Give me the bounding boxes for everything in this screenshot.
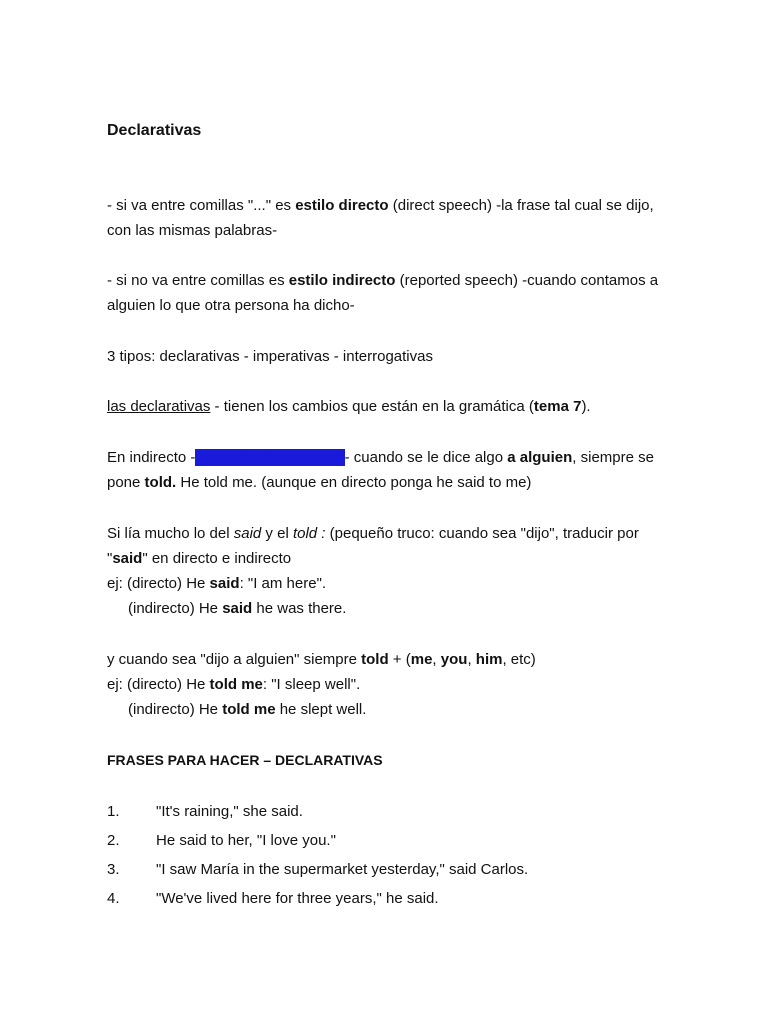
text: y cuando sea "dijo a alguien" siempre bbox=[107, 651, 362, 668]
text: : "I am here". bbox=[239, 575, 327, 592]
italic-text: told : bbox=[292, 525, 326, 542]
underlined-text: las declarativas bbox=[107, 398, 211, 415]
text: y el bbox=[261, 525, 293, 542]
list-number: 1. bbox=[107, 803, 120, 820]
paragraph-types: 3 tipos: declarativas - imperativas - interrogativas bbox=[107, 348, 433, 365]
text: : "I sleep well". bbox=[262, 676, 361, 693]
paragraph-told-examples bbox=[107, 647, 536, 722]
list-item bbox=[107, 799, 528, 828]
text-line bbox=[107, 697, 536, 722]
text: En indirecto - bbox=[107, 449, 196, 466]
text: ej: (directo) He bbox=[107, 676, 210, 693]
list-item bbox=[107, 828, 528, 857]
text: , bbox=[432, 651, 441, 668]
list-text: "We've lived here for three years," he said. bbox=[156, 890, 439, 907]
bold-text: told. bbox=[144, 474, 177, 491]
text-line bbox=[107, 521, 639, 546]
list-number: 2. bbox=[107, 832, 120, 849]
text-line bbox=[107, 571, 639, 596]
list-number: 3. bbox=[107, 861, 120, 878]
text: , siempre se bbox=[572, 449, 654, 466]
bold-text: a alguien bbox=[507, 449, 573, 466]
bold-text: told bbox=[361, 651, 389, 668]
list-item bbox=[107, 857, 528, 886]
bold-text: him bbox=[475, 651, 503, 668]
bold-text: me bbox=[410, 651, 433, 668]
text: + ( bbox=[388, 651, 411, 668]
text-line bbox=[107, 193, 654, 218]
text: " en directo e indirecto bbox=[142, 550, 292, 567]
text-line: alguien lo que otra persona ha dicho- bbox=[107, 297, 355, 314]
section-heading: FRASES PARA HACER – DECLARATIVAS bbox=[107, 752, 383, 768]
bold-text: said bbox=[222, 600, 253, 617]
text: - cuando se le dice algo bbox=[344, 449, 508, 466]
paragraph-declarativas bbox=[107, 394, 591, 419]
text-line bbox=[107, 268, 658, 293]
paragraph-direct-speech bbox=[107, 193, 654, 243]
text-line bbox=[107, 647, 536, 672]
paragraph-indirecto bbox=[107, 445, 654, 495]
text: (direct speech) -la frase tal cual se dijo, bbox=[388, 197, 654, 214]
paragraph-reported-speech bbox=[107, 268, 658, 318]
highlighted-text: en el verbo introductor bbox=[195, 449, 345, 466]
text: (indirecto) He bbox=[128, 701, 223, 718]
page-title: Declarativas bbox=[107, 122, 202, 139]
text: pone bbox=[107, 474, 145, 491]
text-line bbox=[107, 445, 654, 470]
list-text: He said to her, "I love you." bbox=[156, 832, 336, 849]
text: , etc) bbox=[502, 651, 536, 668]
text: ). bbox=[581, 398, 591, 415]
bold-text: you bbox=[440, 651, 468, 668]
bold-text: estilo directo bbox=[295, 197, 389, 214]
text-line bbox=[107, 546, 639, 571]
text: ej: (directo) He bbox=[107, 575, 210, 592]
italic-text: said bbox=[233, 525, 262, 542]
paragraph-said-told bbox=[107, 521, 639, 621]
text: he slept well. bbox=[275, 701, 367, 718]
bold-text: said bbox=[112, 550, 143, 567]
text: - si va entre comillas "..." es bbox=[107, 197, 296, 214]
bold-text: tema 7 bbox=[533, 398, 582, 415]
text: Si lía mucho lo del bbox=[107, 525, 234, 542]
text: he was there. bbox=[252, 600, 347, 617]
bold-text: told me bbox=[209, 676, 263, 693]
list-text: "It's raining," she said. bbox=[156, 803, 303, 820]
text: - tienen los cambios que están en la gramática ( bbox=[210, 398, 534, 415]
text: He told me. (aunque en directo ponga he said to me) bbox=[176, 474, 532, 491]
text: " bbox=[107, 550, 113, 567]
text-line bbox=[107, 470, 654, 495]
text-line bbox=[107, 596, 639, 621]
bold-text: said bbox=[209, 575, 240, 592]
text: (reported speech) -cuando contamos a bbox=[395, 272, 659, 289]
exercise-list bbox=[107, 799, 528, 915]
bold-text: told me bbox=[222, 701, 276, 718]
text: (pequeño truco: cuando sea "dijo", traducir por bbox=[325, 525, 639, 542]
list-text: "I saw María in the supermarket yesterday," said Carlos. bbox=[156, 861, 529, 878]
text-line bbox=[107, 672, 536, 697]
text: , bbox=[467, 651, 476, 668]
list-item bbox=[107, 886, 528, 915]
text: - si no va entre comillas es bbox=[107, 272, 289, 289]
list-number: 4. bbox=[107, 890, 120, 907]
text-line: con las mismas palabras- bbox=[107, 222, 278, 239]
bold-text: estilo indirecto bbox=[288, 272, 396, 289]
text: (indirecto) He bbox=[128, 600, 223, 617]
